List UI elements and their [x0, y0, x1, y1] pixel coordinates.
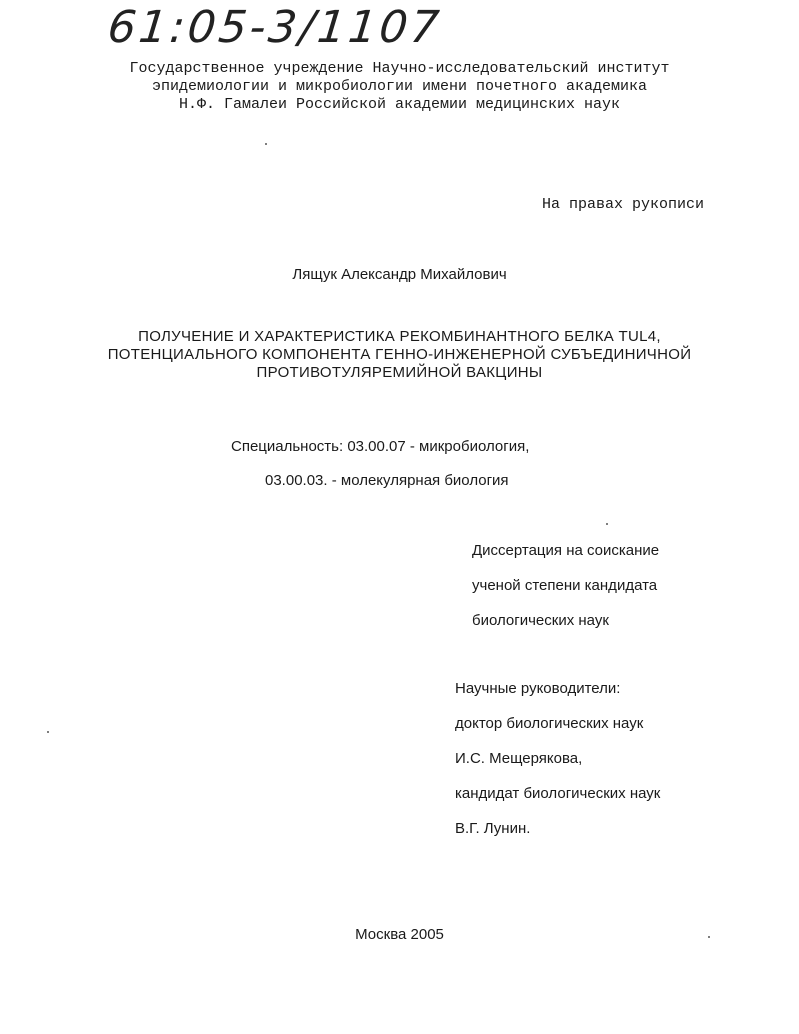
institution-header: [0, 60, 799, 114]
supervisors-line: Научные руководители:: [455, 680, 621, 697]
specialty-line-2: 03.00.03. - молекулярная биология: [265, 472, 509, 489]
rights-note: На правах рукописи: [542, 196, 705, 213]
institution-line: эпидемиологии и микробиологии имени почетного академика: [151, 78, 648, 95]
institution-line: Н.Ф. Гамалеи Российской академии медицинских наук: [178, 96, 621, 113]
dissertation-line: Диссертация на соискание: [472, 542, 660, 559]
supervisors-line: кандидат биологических наук: [455, 785, 661, 802]
specialty-line-1: Специальность: 03.00.07 - микробиология,: [231, 438, 530, 455]
dissertation-block: [472, 542, 659, 647]
scan-speck: [606, 523, 608, 525]
thesis-title: [0, 328, 799, 382]
city-year: Москва 2005: [355, 926, 444, 943]
dissertation-line: биологических наук: [472, 612, 609, 629]
supervisors-line: доктор биологических наук: [455, 715, 644, 732]
author-name: Лящук Александр Михайлович: [292, 266, 507, 283]
supervisors-block: [455, 680, 660, 855]
scan-speck: [708, 936, 710, 938]
supervisors-line: И.С. Мещерякова,: [455, 750, 583, 767]
title-line: ПОЛУЧЕНИЕ И ХАРАКТЕРИСТИКА РЕКОМБИНАНТНОГО БЕЛКА TUL4,: [138, 328, 661, 345]
dissertation-line: ученой степени кандидата: [472, 577, 658, 594]
archive-stamp-code: 61:05-3/1107: [105, 2, 445, 53]
institution-line: Государственное учреждение Научно-исследовательский институт: [129, 60, 670, 77]
scan-speck: [47, 731, 49, 733]
supervisors-line: В.Г. Лунин.: [455, 820, 531, 837]
title-line: ПРОТИВОТУЛЯРЕМИЙНОЙ ВАКЦИНЫ: [256, 364, 543, 381]
title-line: ПОТЕНЦИАЛЬНОГО КОМПОНЕНТА ГЕННО-ИНЖЕНЕРНОЙ СУБЪЕДИНИЧНОЙ: [107, 346, 692, 363]
scan-speck: [265, 143, 267, 145]
